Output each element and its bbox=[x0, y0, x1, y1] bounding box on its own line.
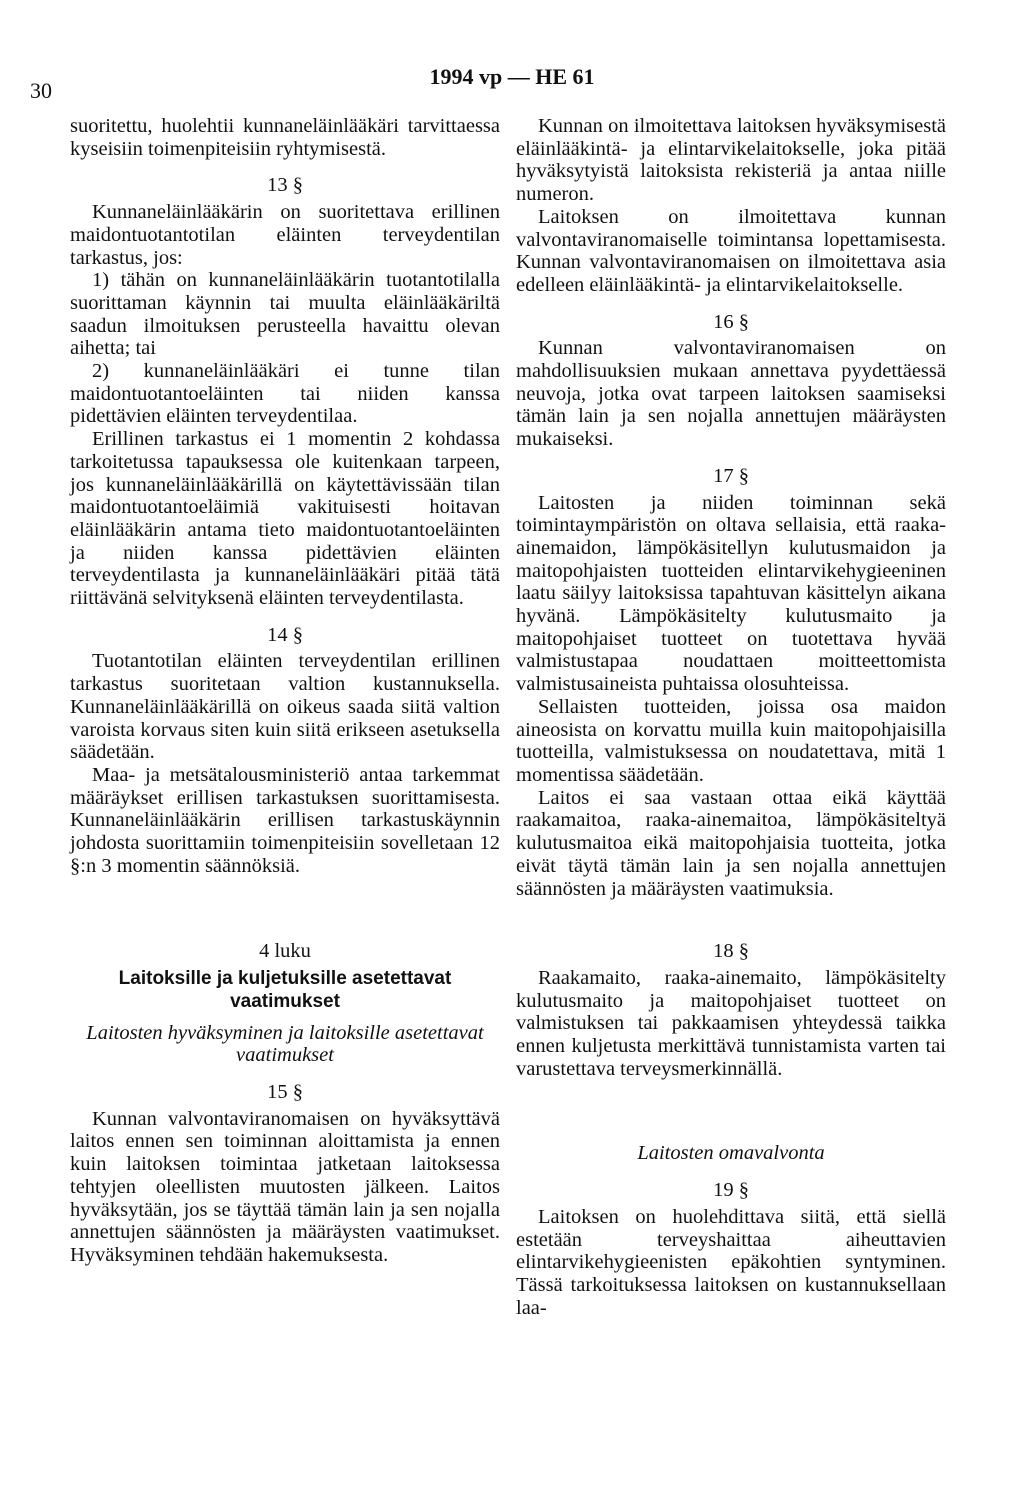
section-heading-19: 19 § bbox=[713, 1179, 749, 1202]
chapter-number: 4 luku bbox=[259, 939, 311, 962]
paragraph: Raakamaito, raaka-ainemaito, lämpökäsitelty kulutusmaito ja maitopohjaiset tuotteet on valmistuksen tai pakkaamisen yhteydessä taikka ennen kuljetusta merkittävä tunnistamista varten tai varustettava terveysmerkinnällä. bbox=[516, 966, 946, 1080]
section-heading-17: 17 § bbox=[713, 464, 749, 487]
section-heading-14: 14 § bbox=[267, 623, 303, 646]
paragraph: Laitoksen on huolehdittava siitä, että siellä estetään terveyshaittaa aiheuttavien elintarvikehygieenisten epäkohtien syntyminen. Tässä tarkoituksessa laitoksen on kustannuksellaan laa- bbox=[516, 1205, 946, 1319]
right-column bbox=[516, 115, 946, 1319]
paragraph: suoritettu, huolehtii kunnaneläinlääkäri tarvittaessa kyseisiin toimenpiteisiin ryhtymisestä. bbox=[70, 115, 500, 160]
paragraph: 1) tähän on kunnaneläinlääkärin tuotantotilalla suorittaman käynnin tai muulta eläinlääkäriltä saadun ilmoituksen perusteella havaittu olevan aihetta; tai bbox=[70, 269, 500, 360]
paragraph: Laitos ei saa vastaan ottaa eikä käyttää raakamaitoa, raaka-ainemaitoa, lämpökäsiteltyä kulutusmaitoa eikä maitopohjaisia tuotteita, jotka eivät täytä tämän lain ja sen nojalla annettujen säännösten ja määräysten vaatimuksia. bbox=[516, 786, 946, 900]
paragraph: Laitoksen on ilmoitettava kunnan valvontaviranomaiselle toimintansa lopettamisesta. Kunnan valvontaviranomaisen on ilmoitettava asia edelleen eläinlääkintä- ja elintarvikelaitokselle. bbox=[516, 205, 946, 296]
left-column bbox=[70, 115, 500, 1267]
section-heading-16: 16 § bbox=[713, 310, 749, 333]
paragraph: Sellaisten tuotteiden, joissa osa maidon aineosista on korvattu muilla kuin maitopohjaisilla tuotteilla, valmistuksessa on noudatettava, mitä 1 momentissa säädetään. bbox=[516, 695, 946, 786]
chapter-title: Laitoksille ja kuljetuksille asetettavat vaatimukset bbox=[118, 968, 452, 1012]
paragraph: Kunnan on ilmoitettava laitoksen hyväksymisestä eläinlääkintä- ja elintarvikelaitokselle, joka pitää hyväksytyistä laitoksista rekisteriä ja antaa niille numeron. bbox=[516, 115, 946, 206]
paragraph: 2) kunnaneläinlääkäri ei tunne tilan maidontuotantoeläinten tai niiden kanssa pidettävien eläinten terveydentilaa. bbox=[70, 360, 500, 428]
paragraph: Erillinen tarkastus ei 1 momentin 2 kohdassa tarkoitetussa tapauksessa ole kuitenkaan tarpeen, jos kunnaneläinlääkärillä on käytettävissään tilan maidontuotantoeläimiä vakituisesti hoitavan eläinlääkärin antama tieto maidontuotantoeläinten ja niiden kanssa pidettävien eläinten terveydentilasta ja kunnaneläinlääkäri pitää tätä riittävänä selvityksenä eläinten terveydentilasta. bbox=[70, 428, 500, 610]
section-heading-18: 18 § bbox=[713, 940, 749, 963]
paragraph: Kunnan valvontaviranomaisen on mahdollisuuksien mukaan annettava pyydettäessä neuvoja, jotka ovat tarpeen laitoksen saamiseksi tämän lain ja sen nojalla annettujen määräysten mukaiseksi. bbox=[516, 337, 946, 451]
paragraph: Tuotantotilan eläinten terveydentilan erillinen tarkastus suoritetaan valtion kustannuksella. Kunnaneläinlääkärillä on oikeus saada siitä valtion varoista korvaus siten kuin siitä erikseen asetuksella säädetään. bbox=[70, 650, 500, 764]
paragraph: Maa- ja metsätalousministeriö antaa tarkemmat määräykset erillisen tarkastuksen suorittamisesta. Kunnaneläinlääkärin erillisen tarkastuskäynnin johdosta suorittamiin toimenpiteisiin sovelletaan 12 §:n 3 momentin säännöksiä. bbox=[70, 763, 500, 877]
subheading-omavalvonta: Laitosten omavalvonta bbox=[637, 1142, 825, 1165]
paragraph: Kunnaneläinlääkärin on suoritettava erillinen maidontuotantotilan eläinten terveydentilan tarkastus, jos: bbox=[70, 201, 500, 269]
paragraph: Laitosten ja niiden toiminnan sekä toimintaympäristön on oltava sellaisia, että raaka-ainemaidon, lämpökäsitellyn kulutusmaidon ja maitopohjaisten tuotteiden elintarvikehygieeninen laatu säilyy laitoksissa tapahtuvan käsittelyn aikana hyvänä. Lämpökäsitelty kulutusmaito ja maitopohjaiset tuotteet on tuotettava hyvää valmistustapaa noudattaen moitteettomista valmistusaineista puhtaissa olosuhteissa. bbox=[516, 491, 946, 696]
section-heading-15: 15 § bbox=[267, 1081, 303, 1104]
section-heading-13: 13 § bbox=[267, 174, 303, 197]
running-title: 1994 vp — HE 61 bbox=[429, 64, 595, 89]
chapter-subheading: Laitosten hyväksyminen ja laitoksille asetettavat vaatimukset bbox=[86, 1021, 484, 1067]
paragraph: Kunnan valvontaviranomaisen on hyväksyttävä laitos ennen sen toiminnan aloittamista ja ennen kuin laitoksen toimintaa jatketaan laitoksessa tehtyjen oleellisten muutosten jälkeen. Laitos hyväksytään, jos se täyttää tämän lain ja sen nojalla annettujen säännösten ja määräysten vaatimukset. Hyväksyminen tehdään hakemuksesta. bbox=[70, 1107, 500, 1266]
page-number: 30 bbox=[30, 78, 52, 103]
